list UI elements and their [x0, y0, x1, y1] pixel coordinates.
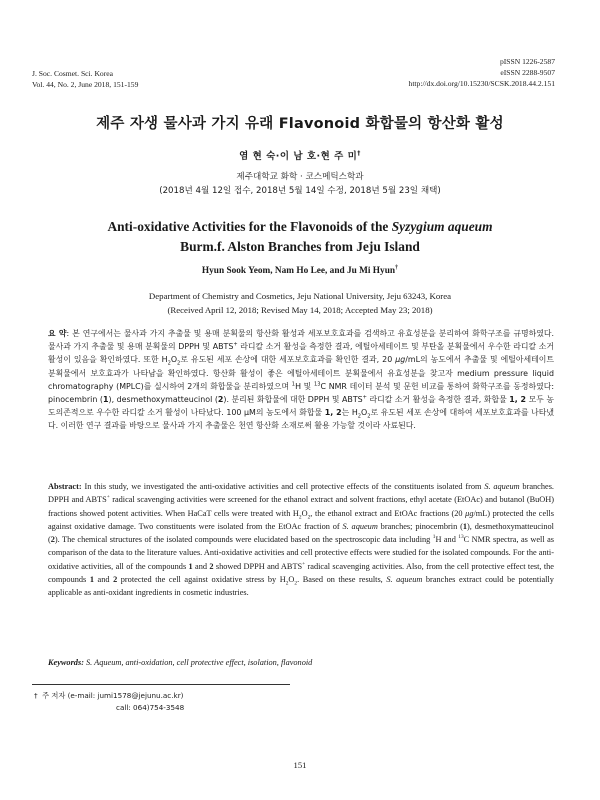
- page-number: 151: [293, 760, 307, 770]
- english-title-part-1: Anti-oxidative Activities for the Flavonoids of the: [107, 219, 392, 234]
- journal-identifiers: [409, 56, 555, 89]
- en-abs-compound: 1: [89, 575, 94, 585]
- en-abs-text: branches extract could be potentially applicable as anti-oxidant ingredients in cosmetic industries.: [48, 575, 554, 598]
- en-abs-text: radical scavenging activities. Also, from the cell protective effect test, the compounds: [48, 561, 554, 585]
- kr-abs-text: 라디칼 소거 활성을 측정한 결과, 에틸아세테이트 및 부탄올 분획물에서 우수한 라디칼 소거 활성이 있음을 확인하였다. 또한 H: [48, 342, 554, 365]
- en-abs-sub: 2: [294, 580, 298, 587]
- kr-abs-text: : 본 연구에서는 물사과 가지 추출물 및 용매 분획물의 항산화 활성과 세포보호효과를 검색하고 유효성분을 분리하여 화학구조를 규명하였다. 물사과 가지 추출물 및 용매 분획물의 DPPH 및 ABTS: [48, 329, 554, 352]
- english-affiliation: Department of Chemistry and Cosmetics, Jeju National University, Jeju 63243, Korea: [148, 291, 452, 301]
- footnote-line-1: [34, 690, 184, 702]
- kr-abs-compound: 1, 2: [324, 408, 342, 418]
- en-abs-text: branches. DPPH and ABTS: [48, 482, 554, 505]
- en-abs-sub: 2: [298, 514, 302, 521]
- keywords-label: Keywords:: [48, 658, 84, 667]
- en-abs-text: In this study, we investigated the anti-oxidative activities and cell protective effects of the constituents isolated from: [81, 482, 485, 491]
- kr-abs-sup: 1: [291, 381, 296, 388]
- kr-abs-sub: 2: [177, 360, 181, 367]
- kr-abs-compound: 1, 2: [509, 395, 527, 405]
- kr-abs-text: 로 유도된 세포 손상에 대하여 세포보호효과를 나타냈다. 이러한 연구 결과를 바탕으로 물사과 가지 추출물은 천연 항산화 소재로써 활용 가능할 것이라 사료된다.: [48, 408, 554, 431]
- korean-abstract-label: 요 약: [48, 329, 67, 338]
- journal-citation: [32, 68, 138, 90]
- en-abs-text: /mL) protected the cells against oxidative damage. Two constituents were isolated from the EtOAc fraction of: [48, 508, 554, 531]
- en-abs-sup: +: [106, 494, 110, 501]
- english-corresponding-mark: †: [395, 264, 399, 271]
- kr-abs-unit: μM: [244, 408, 256, 418]
- en-abs-text: protected the cell against oxidative stress by H: [117, 575, 286, 585]
- korean-title: 제주 자생 물사과 가지 유래 Flavonoid 화합물의 항산화 활성: [96, 116, 504, 132]
- en-abs-text: C NMR spectra, as well as comparison of the data to the literature values. Anti-oxidative activities and cell protective effects were studied for the isolated compounds. For the anti-oxidative activities, all of the compounds: [48, 535, 554, 571]
- footnote-contact: 주 저자 (e-mail: jumi1578@jejunu.ac.kr): [42, 691, 184, 700]
- en-abs-species: S. aqueum: [342, 521, 378, 531]
- english-abstract: [48, 480, 554, 600]
- en-abs-text: radical scavenging activities were screened for the ethanol extract and solvent fractions, ethyl acetate (EtOAc) and butanol (BuOH) fractions showed potent activities. When HaCaT cells were treated with H: [48, 495, 555, 518]
- en-abs-sup: 13: [458, 534, 464, 541]
- en-abs-compound: 1: [462, 521, 468, 531]
- eissn: eISSN 2288-9507: [500, 68, 555, 77]
- korean-author-names: 염 현 숙·이 남 호·현 주 미: [239, 151, 358, 162]
- footnote: [34, 690, 184, 714]
- en-abs-text: H and: [435, 535, 459, 545]
- kr-abs-sup: +: [233, 341, 238, 348]
- kr-abs-text: O: [170, 355, 178, 365]
- kr-abs-unit: μg: [395, 355, 406, 365]
- english-authors: [0, 266, 600, 276]
- en-abs-text: , the ethanol extract and EtOAc fractions (20: [310, 508, 466, 518]
- pissn: pISSN 1226-2587: [499, 57, 555, 66]
- kr-abs-text: ), desmethoxymatteucinol (: [108, 395, 218, 405]
- korean-authors: [0, 148, 600, 162]
- en-abs-sup: +: [302, 561, 306, 568]
- en-abs-unit: μg: [465, 508, 474, 518]
- en-abs-species: S. aqueum: [386, 575, 423, 585]
- footnote-mark: †: [34, 691, 38, 700]
- english-author-names: Hyun Sook Yeom, Nam Ho Lee, and Ju Mi Hyun: [201, 266, 396, 276]
- kr-abs-text: /mL의 농도에서 추출물 및 에틸아세테이트 분획물에서 보호효과가 나타남을 확인하였다. 항산화 활성이 좋은 에틸아세테이트 분획물에서 유효성분을 찾고자 medium pressure liquid chromatography (MPLC)를 실시하여 2개의 화합물을 분리하였으며: [48, 355, 554, 391]
- en-abs-species: S. aqueum: [484, 482, 520, 491]
- kr-abs-sub: 2: [357, 413, 362, 420]
- footnote-call: call: 064)754-3548: [116, 703, 185, 712]
- english-title: [0, 217, 600, 257]
- korean-affiliation: 제주대학교 화학 · 코스메틱스학과: [236, 172, 364, 182]
- kr-abs-compound: 2: [217, 395, 224, 405]
- kr-abs-text: H 및: [295, 381, 314, 391]
- kr-abs-compound: 1: [102, 395, 109, 405]
- doi-link[interactable]: http://dx.doi.org/10.15230/SCSK.2018.44.2.151: [408, 79, 555, 88]
- corresponding-author-mark: †: [357, 149, 361, 157]
- en-abs-text: branches; pinocembrin (: [377, 521, 463, 531]
- kr-abs-text: 의 농도에서 화합물: [255, 408, 325, 418]
- en-abs-text: O: [301, 508, 308, 518]
- footnote-divider: [32, 684, 290, 685]
- en-abs-text: O: [288, 575, 295, 585]
- kr-abs-text: 모두 농도의존적으로 우수한 라디칼 소거 활성이 나타났다. 100: [48, 395, 554, 418]
- english-dates: (Received April 12, 2018; Revised May 14, 2018; Accepted May 23; 2018): [167, 305, 433, 315]
- en-abs-compound: 2: [209, 561, 214, 571]
- kr-abs-text: O: [361, 408, 368, 418]
- kr-abs-text: C NMR 데이터 분석 및 문헌 비교를 통하여 화학구조를 동정하였다: pinocembrin (: [48, 381, 555, 405]
- en-abs-text: ), desmethoxymatteucinol (: [48, 521, 554, 545]
- keywords: [48, 656, 554, 669]
- en-abs-compound: 1: [188, 561, 193, 571]
- kr-abs-sub: 2: [167, 360, 171, 367]
- kr-abs-text: 는 H: [341, 408, 358, 418]
- en-abs-sup: 1: [432, 534, 436, 541]
- kr-abs-text: 라디칼 소거 활성을 측정한 결과, 화합물: [366, 395, 510, 405]
- kr-abs-sup: +: [362, 394, 367, 401]
- en-abs-sub: 2: [285, 580, 289, 587]
- en-abs-text: and: [93, 575, 114, 585]
- journal-name: J. Soc. Cosmet. Sci. Korea: [32, 69, 113, 78]
- kr-abs-sup: 13: [314, 381, 321, 388]
- korean-dates: (2018년 4월 12일 접수, 2018년 5월 14일 수정, 2018년 5월 23일 채택): [159, 186, 441, 196]
- kr-abs-text: 로 유도된 세포 손상에 대한 세포보호효과를 확인한 결과, 20: [180, 355, 396, 365]
- en-abs-sub: 2: [307, 514, 311, 521]
- en-abs-compound: 2: [113, 575, 118, 585]
- en-abs-text: . Based on these results,: [297, 575, 387, 585]
- kr-abs-sub: 2: [367, 413, 371, 420]
- en-abs-text: ). The chemical structures of the isolated compounds were elucidated based on the spectroscopic data including: [54, 535, 433, 545]
- keywords-text: S. Aqueum, anti-oxidation, cell protective effect, isolation, flavonoid: [83, 658, 313, 667]
- english-title-species: Syzygium aqueum: [391, 219, 493, 234]
- english-abstract-label: Abstract:: [48, 482, 82, 491]
- en-abs-text: and: [192, 561, 210, 571]
- kr-abs-text: ). 분리된 화합물에 대한 DPPH 및 ABTS: [223, 395, 363, 405]
- en-abs-text: showed DPPH and ABTS: [213, 561, 303, 571]
- en-abs-compound: 2: [50, 535, 55, 545]
- korean-abstract: [48, 327, 554, 433]
- english-title-part-2: Burm.f. Alston Branches from Jeju Island: [180, 239, 420, 254]
- journal-volume: Vol. 44, No. 2, June 2018, 151-159: [32, 80, 139, 89]
